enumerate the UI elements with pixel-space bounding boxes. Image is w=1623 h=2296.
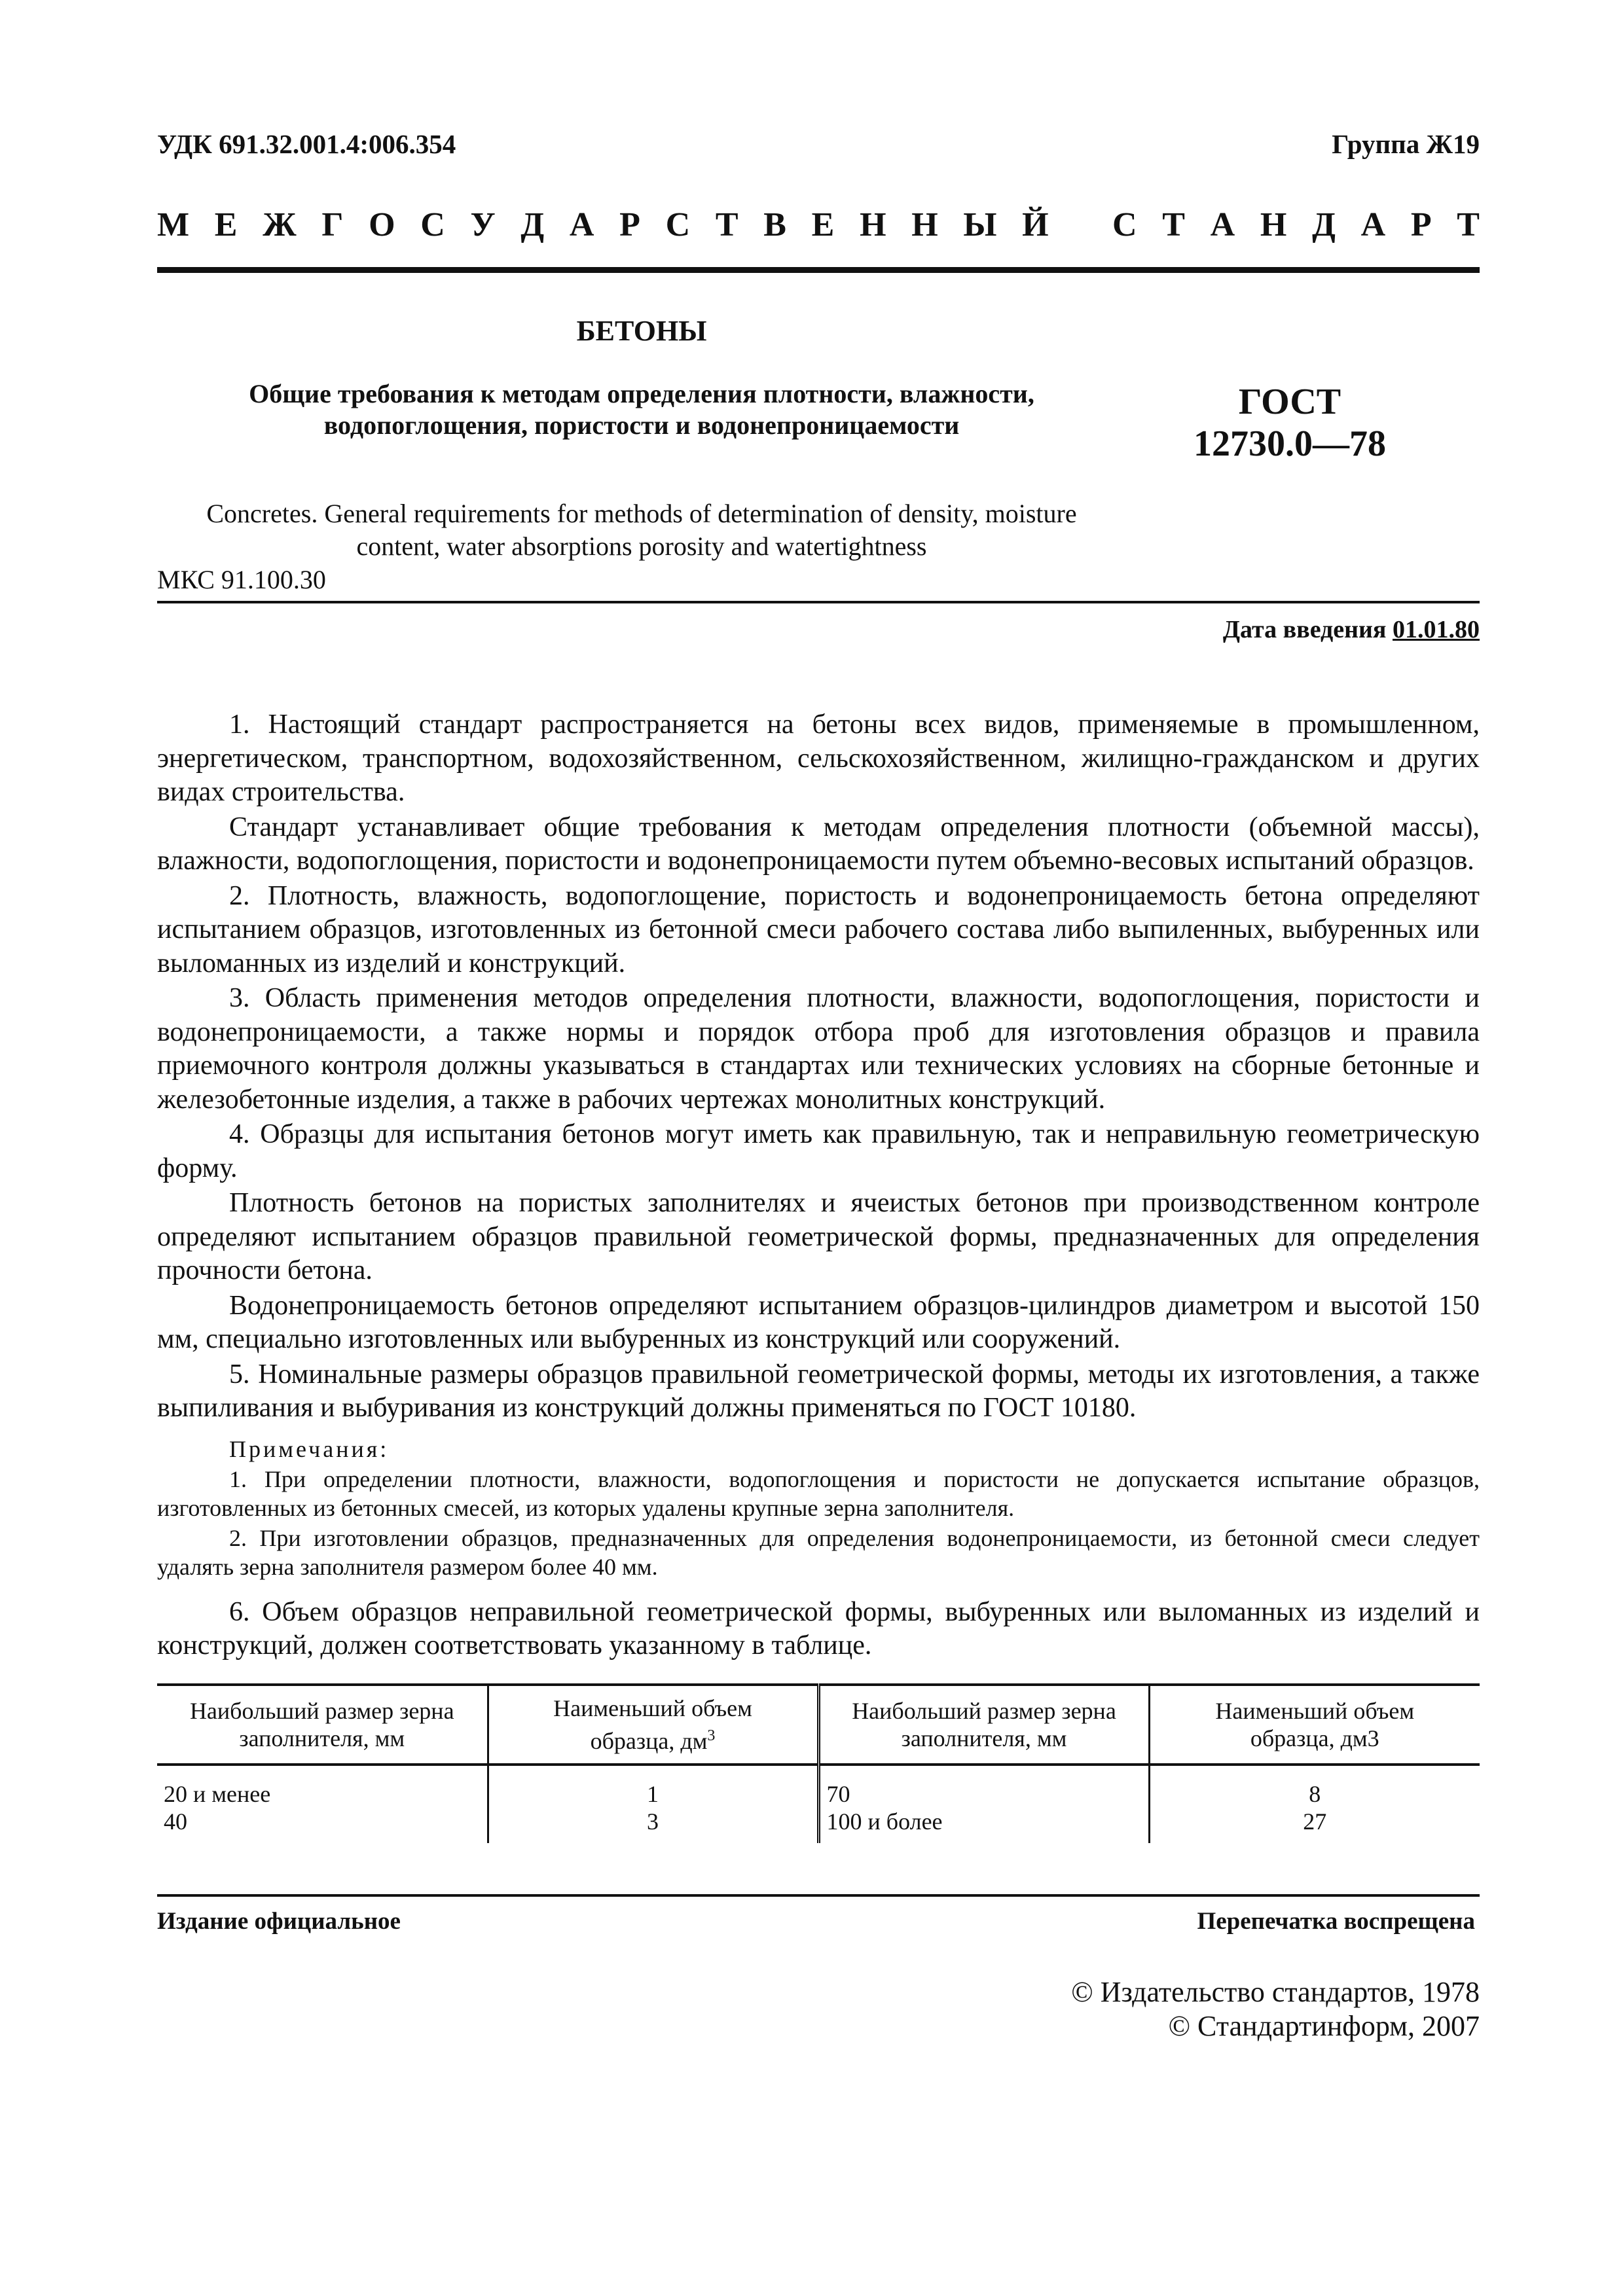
paragraph-6: 6. Объем образцов неправильной геометрической формы, выбуренных или выломанных из изделий и конструкций, должен соответствовать указанному в таблице. — [157, 1596, 1480, 1660]
group-code: Группа Ж19 — [1332, 129, 1480, 159]
paragraph-1b: Стандарт устанавливает общие требования к методам определения плотности (объемной массы), влажности, водопоглощения, пористости и водонепроницаемости путем объемно-весовых испытаний образцов. — [157, 812, 1480, 876]
heading-letter: Т — [1457, 206, 1480, 243]
document-title: БЕТОНЫ — [576, 315, 707, 347]
mks-code: МКС 91.100.30 — [157, 565, 326, 594]
heading-letter: Р — [619, 206, 640, 243]
heading-letter: А — [1210, 206, 1235, 243]
heading-letter: А — [569, 206, 594, 243]
table-header-cell: Наибольший размер зерна заполнителя, мм — [157, 1685, 488, 1765]
document-body — [157, 708, 1480, 1664]
heading-letter: О — [369, 206, 395, 243]
table-cell: 27 — [1303, 1808, 1327, 1835]
copyright-line: © Стандартинформ, 2007 — [1168, 2010, 1480, 2042]
heading-letter: Н — [911, 206, 938, 243]
table-cell: 100 и более — [818, 1808, 1149, 1843]
table-cell: 40 — [157, 1808, 488, 1843]
paragraph-4c: Водонепроницаемость бетонов определяют испытанием образцов-цилиндров диаметром и высотой 150 мм, специально изготовленных или выбуренных из конструкций или сооружений. — [157, 1290, 1480, 1354]
gost-label: ГОСТ — [1238, 382, 1341, 422]
heading-letter: С — [1112, 206, 1137, 243]
paragraph-3: 3. Область применения методов определения плотности, влажности, водопоглощения, пористости и водонепроницаемости, а также нормы и порядок отбора проб для изготовления образцов и правила приемочного контроля должны указываться в стандартах или технических условиях на сборные бетонные и железобетонные изделия, а также в рабочих чертежах монолитных конструкций. — [157, 983, 1480, 1115]
heading-gap — [1074, 204, 1087, 246]
copyright-line: © Издательство стандартов, 1978 — [1071, 1976, 1480, 2008]
heading-letter: В — [763, 206, 786, 243]
table-row — [157, 1808, 1480, 1843]
heading-letter: Д — [520, 206, 545, 243]
table-cell: 8 — [1309, 1781, 1321, 1807]
heading-letter: Е — [214, 206, 238, 243]
table-cell: 20 и менее — [157, 1765, 488, 1808]
paragraph-5: 5. Номинальные размеры образцов правильной геометрической формы, методы их изготовления, а также выпиливания и выбуривания из конструкций должны применяться по ГОСТ 10180. — [157, 1359, 1480, 1423]
document-subtitle — [190, 378, 1093, 441]
note-1: 1. При определении плотности, влажности, водопоглощения и пористости не допускается испытание образцов, изготовленных из бетонных смесей, из которых удалены крупные зерна заполнителя. — [157, 1465, 1480, 1521]
table-row — [157, 1765, 1480, 1808]
title-rule — [157, 601, 1480, 603]
official-edition: Издание официальное — [157, 1908, 401, 1935]
table-cell: 1 — [488, 1765, 818, 1808]
heading-letter: Ы — [963, 206, 997, 243]
english-title-line: Concretes. General requirements for methods of determination of density, moisture — [206, 499, 1077, 528]
table-cell: 3 — [488, 1808, 818, 1843]
date-value: 01.01.80 — [1393, 616, 1480, 643]
subtitle-line: Общие требования к методам определения плотности, влажности, — [249, 379, 1034, 408]
heading-letter: Г — [321, 206, 344, 243]
english-title — [157, 497, 1126, 563]
introduction-date — [1223, 615, 1480, 644]
paragraph-1: 1. Настоящий стандарт распространяется на бетоны всех видов, применяемые в промышленном, энергетическом, транспортном, водохозяйственном, сельскохозяйственном, жилищно-гражданском и других видах строительства. — [157, 709, 1480, 807]
heading-letter: Р — [1410, 206, 1432, 243]
paragraph-4b: Плотность бетонов на пористых заполнителях и ячеистых бетонов при производственном контроле определяют испытанием образцов правильной геометрической формы, предназначенных для определения прочности бетона. — [157, 1188, 1480, 1285]
paragraph-4: 4. Образцы для испытания бетонов могут иметь как правильную, так и неправильную геометрическую форму. — [157, 1119, 1480, 1183]
heading-letter: М — [157, 206, 190, 243]
heading-letter: У — [470, 206, 496, 243]
table-header-row — [157, 1685, 1480, 1765]
heading-letter: С — [420, 206, 445, 243]
subtitle-line: водопоглощения, пористости и водонепроницаемости — [323, 410, 960, 440]
heading-letter: А — [1360, 206, 1386, 243]
heading-letter: Н — [1260, 206, 1287, 243]
table-header-cell: Наибольший размер зерна заполнителя, мм — [818, 1685, 1149, 1765]
sample-volume-table — [157, 1683, 1480, 1843]
heading-letter: Т — [1162, 206, 1185, 243]
reprint-prohibited: Перепечатка воспрещена — [1197, 1908, 1475, 1935]
english-title-line: content, water absorptions porosity and watertightness — [356, 531, 927, 561]
notes-title: Примечания: — [229, 1435, 390, 1462]
footer-rule — [157, 1894, 1480, 1897]
header-rule — [157, 267, 1480, 273]
heading-letter: Ж — [263, 206, 297, 243]
heading-letter: Е — [811, 206, 835, 243]
heading-letter: Т — [715, 206, 739, 243]
heading-letter: Н — [860, 206, 886, 243]
date-label: Дата введения — [1222, 616, 1387, 643]
table-header-cell: Наименьший объем образца, $дм^3$ — [488, 1685, 818, 1765]
heading-letter: С — [665, 206, 691, 243]
paragraph-2: 2. Плотность, влажность, водопоглощение, пористость и водонепроницаемость бетона определяют испытанием образцов, изготовленных из бетонной смеси рабочего состава либо выпиленных, выбуренных или выломанных из изделий и конструкций. — [157, 880, 1480, 978]
gost-designation — [1152, 381, 1427, 465]
note-2: 2. При изготовлении образцов, предназначенных для определения водонепроницаемости, из бетонной смеси следует удалять зерна заполнителя размером более 40 мм. — [157, 1524, 1480, 1580]
heading-letter: Й — [1022, 206, 1049, 243]
heading-letter: Д — [1312, 206, 1336, 243]
table-cell: 70 — [818, 1765, 1149, 1808]
table-header-cell: Наименьший объем образца, дм3 — [1149, 1685, 1480, 1765]
udk-code: УДК 691.32.001.4:006.354 — [157, 129, 456, 159]
gost-number: 12730.0—78 — [1194, 423, 1386, 464]
interstate-standard-heading — [157, 204, 1480, 246]
